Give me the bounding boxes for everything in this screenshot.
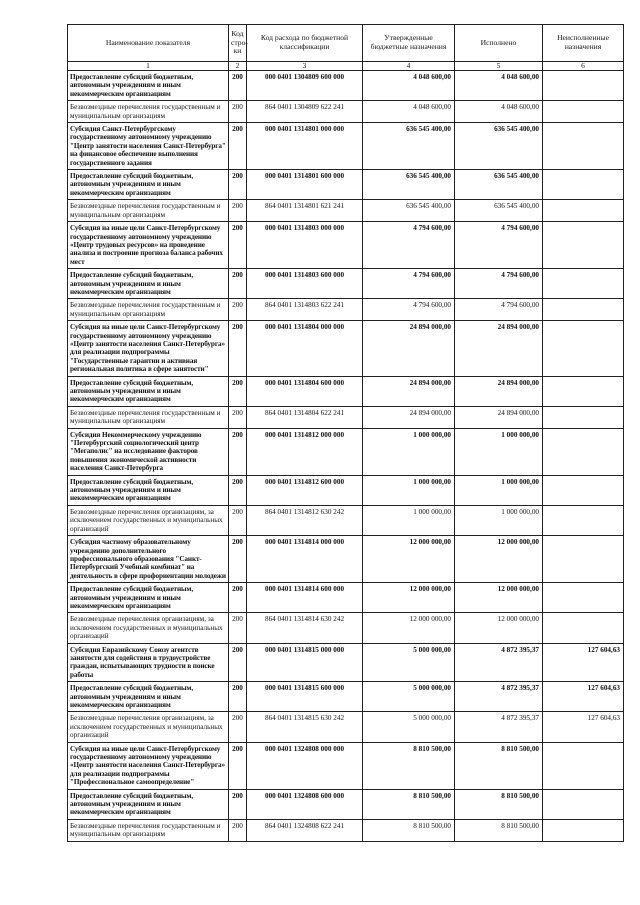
row-line-code: 200 — [229, 789, 247, 819]
row-budget-code: 000 0401 1314814 600 000 — [247, 583, 363, 613]
row-executed: 4 048 600,00 — [455, 71, 543, 101]
row-unexecuted — [543, 505, 624, 535]
row-approved: 5 000 000,00 — [363, 712, 455, 742]
row-name: Безвозмездные перечисления государственным и муниципальным организациям — [68, 101, 229, 123]
row-executed: 636 545 400,00 — [455, 200, 543, 222]
row-budget-code: 864 0401 1314812 630 242 — [247, 505, 363, 535]
row-budget-code: 000 0401 1314804 000 000 — [247, 321, 363, 376]
row-executed: 12 000 000,00 — [455, 583, 543, 613]
row-name: Безвозмездные перечисления государственным и муниципальным организациям — [68, 200, 229, 222]
table-body — [68, 71, 624, 842]
row-budget-code: 000 0401 1314815 000 000 — [247, 643, 363, 682]
row-line-code: 200 — [229, 170, 247, 200]
row-approved: 1 000 000,00 — [363, 505, 455, 535]
row-executed: 1 000 000,00 — [455, 428, 543, 475]
table-row — [68, 789, 624, 819]
row-approved: 4 794 600,00 — [363, 269, 455, 299]
row-executed: 24 894 000,00 — [455, 376, 543, 406]
row-budget-code: 864 0401 1314803 622 241 — [247, 299, 363, 321]
row-name: Безвозмездные перечисления организациям, за исключением государственных и муниципальных организаций — [68, 505, 229, 535]
table-header — [68, 25, 624, 71]
row-budget-code: 000 0401 1324808 000 000 — [247, 742, 363, 789]
row-line-code: 200 — [229, 101, 247, 123]
row-executed: 24 894 000,00 — [455, 406, 543, 428]
table-row — [68, 583, 624, 613]
row-executed: 1 000 000,00 — [455, 475, 543, 505]
row-unexecuted — [543, 475, 624, 505]
table-row — [68, 613, 624, 643]
row-executed: 8 810 500,00 — [455, 789, 543, 819]
row-budget-code: 864 0401 1314814 630 242 — [247, 613, 363, 643]
row-unexecuted — [543, 123, 624, 170]
row-unexecuted — [543, 406, 624, 428]
row-approved: 5 000 000,00 — [363, 682, 455, 712]
row-name: Предоставление субсидий бюджетным, автономным учреждениям и иным некоммерческим организациям — [68, 269, 229, 299]
column-number: 1 — [68, 62, 229, 71]
table-row — [68, 269, 624, 299]
row-executed: 4 794 600,00 — [455, 222, 543, 269]
table-row — [68, 475, 624, 505]
row-approved: 1 000 000,00 — [363, 475, 455, 505]
row-executed: 8 810 500,00 — [455, 742, 543, 789]
row-budget-code: 000 0401 1314804 600 000 — [247, 376, 363, 406]
row-approved: 5 000 000,00 — [363, 643, 455, 682]
row-name: Субсидия Евразийскому Союзу агентств занятости для содействия в трудоустройстве граждан, испытывающих трудности в поиске работы — [68, 643, 229, 682]
table-row — [68, 428, 624, 475]
row-name: Безвозмездные перечисления государственным и муниципальным организациям — [68, 406, 229, 428]
header-code: Код стро-ки — [229, 25, 247, 62]
table-row — [68, 170, 624, 200]
row-approved: 636 545 400,00 — [363, 200, 455, 222]
header-unexecuted: Неисполненные назначения — [543, 25, 624, 62]
row-name: Субсидия на иные цели Санкт-Петербургскому государственному автономному учреждению «Центр трудовых ресурсов» на проведение анализа и построение прогноза баланса рабочих мест — [68, 222, 229, 269]
table-row — [68, 101, 624, 123]
row-unexecuted — [543, 583, 624, 613]
column-number: 3 — [247, 62, 363, 71]
row-name: Предоставление субсидий бюджетным, автономным учреждениям и иным некоммерческим организациям — [68, 376, 229, 406]
row-unexecuted: 127 604,63 — [543, 712, 624, 742]
row-line-code: 200 — [229, 475, 247, 505]
row-executed: 4 794 600,00 — [455, 299, 543, 321]
row-unexecuted — [543, 376, 624, 406]
row-approved: 8 810 500,00 — [363, 742, 455, 789]
header-executed: Исполнено — [455, 25, 543, 62]
row-line-code: 200 — [229, 428, 247, 475]
row-name: Субсидия Некоммерческому учреждению "Петербургский социологический центр "Мегаполис" на исследование факторов повышения экономической активности населения Санкт-Петербурга — [68, 428, 229, 475]
row-line-code: 200 — [229, 200, 247, 222]
row-executed: 636 545 400,00 — [455, 123, 543, 170]
row-budget-code: 864 0401 1304809 622 241 — [247, 101, 363, 123]
row-line-code: 200 — [229, 123, 247, 170]
row-budget-code: 000 0401 1314812 600 000 — [247, 475, 363, 505]
row-budget-code: 864 0401 1324808 622 241 — [247, 819, 363, 841]
table-row — [68, 222, 624, 269]
row-unexecuted: 127 604,63 — [543, 643, 624, 682]
row-line-code: 200 — [229, 222, 247, 269]
row-name: Безвозмездные перечисления государственным и муниципальным организациям — [68, 819, 229, 841]
row-name: Предоставление субсидий бюджетным, автономным учреждениям и иным некоммерческим организациям — [68, 682, 229, 712]
row-unexecuted — [543, 170, 624, 200]
row-budget-code: 000 0401 1324808 600 000 — [247, 789, 363, 819]
row-unexecuted: 127 604,63 — [543, 682, 624, 712]
row-line-code: 200 — [229, 536, 247, 583]
row-name: Предоставление субсидий бюджетным, автономным учреждениям и иным некоммерческим организациям — [68, 71, 229, 101]
row-unexecuted — [543, 269, 624, 299]
table-row — [68, 536, 624, 583]
row-approved: 12 000 000,00 — [363, 613, 455, 643]
row-name: Субсидия на иные цели Санкт-Петербургскому государственному автономному учреждению «Центр занятости населения Санкт-Петербурга» для реализации подпрограммы "Государственные гарантии и активная региональная политика в сфере занятости" — [68, 321, 229, 376]
column-number: 5 — [455, 62, 543, 71]
row-approved: 4 794 600,00 — [363, 299, 455, 321]
row-approved: 636 545 400,00 — [363, 123, 455, 170]
header-approved: Утвержденные бюджетные назначения — [363, 25, 455, 62]
row-line-code: 200 — [229, 643, 247, 682]
row-line-code: 200 — [229, 613, 247, 643]
row-name: Предоставление субсидий бюджетным, автономным учреждениям и иным некоммерческим организациям — [68, 475, 229, 505]
row-executed: 4 872 395,37 — [455, 643, 543, 682]
row-approved: 8 810 500,00 — [363, 789, 455, 819]
row-line-code: 200 — [229, 819, 247, 841]
row-line-code: 200 — [229, 269, 247, 299]
row-name: Безвозмездные перечисления организациям, за исключением государственных и муниципальных организаций — [68, 613, 229, 643]
table-row — [68, 71, 624, 101]
header-kbk: Код расхода по бюджетной классификации — [247, 25, 363, 62]
row-executed: 4 794 600,00 — [455, 269, 543, 299]
table-row — [68, 742, 624, 789]
table-row — [68, 376, 624, 406]
row-unexecuted — [543, 819, 624, 841]
row-budget-code: 000 0401 1304809 600 000 — [247, 71, 363, 101]
row-name: Предоставление субсидий бюджетным, автономным учреждениям и иным некоммерческим организациям — [68, 583, 229, 613]
row-approved: 8 810 500,00 — [363, 819, 455, 841]
row-approved: 4 794 600,00 — [363, 222, 455, 269]
table-row — [68, 505, 624, 535]
row-name: Субсидия частному образовательному учреждению дополнительного профессионального образования "Санкт-Петербургский Учебный комбинат" на деятельность в сфере профориентации молодежи — [68, 536, 229, 583]
row-executed: 4 872 395,37 — [455, 712, 543, 742]
row-approved: 12 000 000,00 — [363, 583, 455, 613]
row-unexecuted — [543, 321, 624, 376]
column-number: 2 — [229, 62, 247, 71]
row-unexecuted — [543, 299, 624, 321]
row-line-code: 200 — [229, 406, 247, 428]
row-budget-code: 864 0401 1314801 621 241 — [247, 200, 363, 222]
table-row — [68, 299, 624, 321]
row-name: Безвозмездные перечисления организациям, за исключением государственных и муниципальных организаций — [68, 712, 229, 742]
row-executed: 24 894 000,00 — [455, 321, 543, 376]
row-approved: 24 894 000,00 — [363, 376, 455, 406]
row-budget-code: 000 0401 1314803 000 000 — [247, 222, 363, 269]
row-executed: 8 810 500,00 — [455, 819, 543, 841]
row-unexecuted — [543, 101, 624, 123]
table-row — [68, 682, 624, 712]
row-unexecuted — [543, 200, 624, 222]
row-unexecuted — [543, 222, 624, 269]
row-executed: 4 872 395,37 — [455, 682, 543, 712]
row-budget-code: 000 0401 1314815 600 000 — [247, 682, 363, 712]
table-row — [68, 712, 624, 742]
row-name: Субсидия на иные цели Санкт-Петербургскому государственному автономному учреждению «Центр занятости населения Санкт-Петербурга» для реализации подпрограммы "Профессиональное самоопределение" — [68, 742, 229, 789]
table-row — [68, 321, 624, 376]
row-line-code: 200 — [229, 299, 247, 321]
table-row — [68, 406, 624, 428]
row-approved: 1 000 000,00 — [363, 428, 455, 475]
table-row — [68, 200, 624, 222]
budget-table — [67, 24, 624, 842]
row-unexecuted — [543, 613, 624, 643]
row-budget-code: 000 0401 1314801 000 000 — [247, 123, 363, 170]
row-unexecuted — [543, 428, 624, 475]
row-approved: 636 545 400,00 — [363, 170, 455, 200]
table-row — [68, 123, 624, 170]
row-line-code: 200 — [229, 712, 247, 742]
table-row — [68, 819, 624, 841]
row-executed: 12 000 000,00 — [455, 613, 543, 643]
row-unexecuted — [543, 536, 624, 583]
row-approved: 4 048 600,00 — [363, 71, 455, 101]
budget-execution-sheet — [67, 24, 623, 842]
row-unexecuted — [543, 789, 624, 819]
row-budget-code: 000 0401 1314801 600 000 — [247, 170, 363, 200]
row-executed: 1 000 000,00 — [455, 505, 543, 535]
row-name: Предоставление субсидий бюджетным, автономным учреждениям и иным некоммерческим организациям — [68, 789, 229, 819]
row-budget-code: 000 0401 1314803 600 000 — [247, 269, 363, 299]
row-line-code: 200 — [229, 583, 247, 613]
row-approved: 12 000 000,00 — [363, 536, 455, 583]
column-number: 4 — [363, 62, 455, 71]
row-name: Безвозмездные перечисления государственным и муниципальным организациям — [68, 299, 229, 321]
row-line-code: 200 — [229, 71, 247, 101]
row-budget-code: 864 0401 1314804 622 241 — [247, 406, 363, 428]
row-name: Субсидия Санкт-Петербургскому государственному автономному учреждению "Центр занятости населения Санкт-Петербурга" на финансовое обеспечение выполнения государственного задания — [68, 123, 229, 170]
header-name: Наименование показателя — [68, 25, 229, 62]
row-budget-code: 864 0401 1314815 630 242 — [247, 712, 363, 742]
row-budget-code: 000 0401 1314812 000 000 — [247, 428, 363, 475]
row-name: Предоставление субсидий бюджетным, автономным учреждениям и иным некоммерческим организациям — [68, 170, 229, 200]
row-executed: 4 048 600,00 — [455, 101, 543, 123]
row-approved: 24 894 000,00 — [363, 406, 455, 428]
row-line-code: 200 — [229, 376, 247, 406]
row-approved: 24 894 000,00 — [363, 321, 455, 376]
column-number: 6 — [543, 62, 624, 71]
row-unexecuted — [543, 742, 624, 789]
row-line-code: 200 — [229, 742, 247, 789]
table-row — [68, 643, 624, 682]
row-approved: 4 048 600,00 — [363, 101, 455, 123]
row-executed: 636 545 400,00 — [455, 170, 543, 200]
row-line-code: 200 — [229, 321, 247, 376]
row-line-code: 200 — [229, 505, 247, 535]
row-line-code: 200 — [229, 682, 247, 712]
row-unexecuted — [543, 71, 624, 101]
row-budget-code: 000 0401 1314814 000 000 — [247, 536, 363, 583]
row-executed: 12 000 000,00 — [455, 536, 543, 583]
